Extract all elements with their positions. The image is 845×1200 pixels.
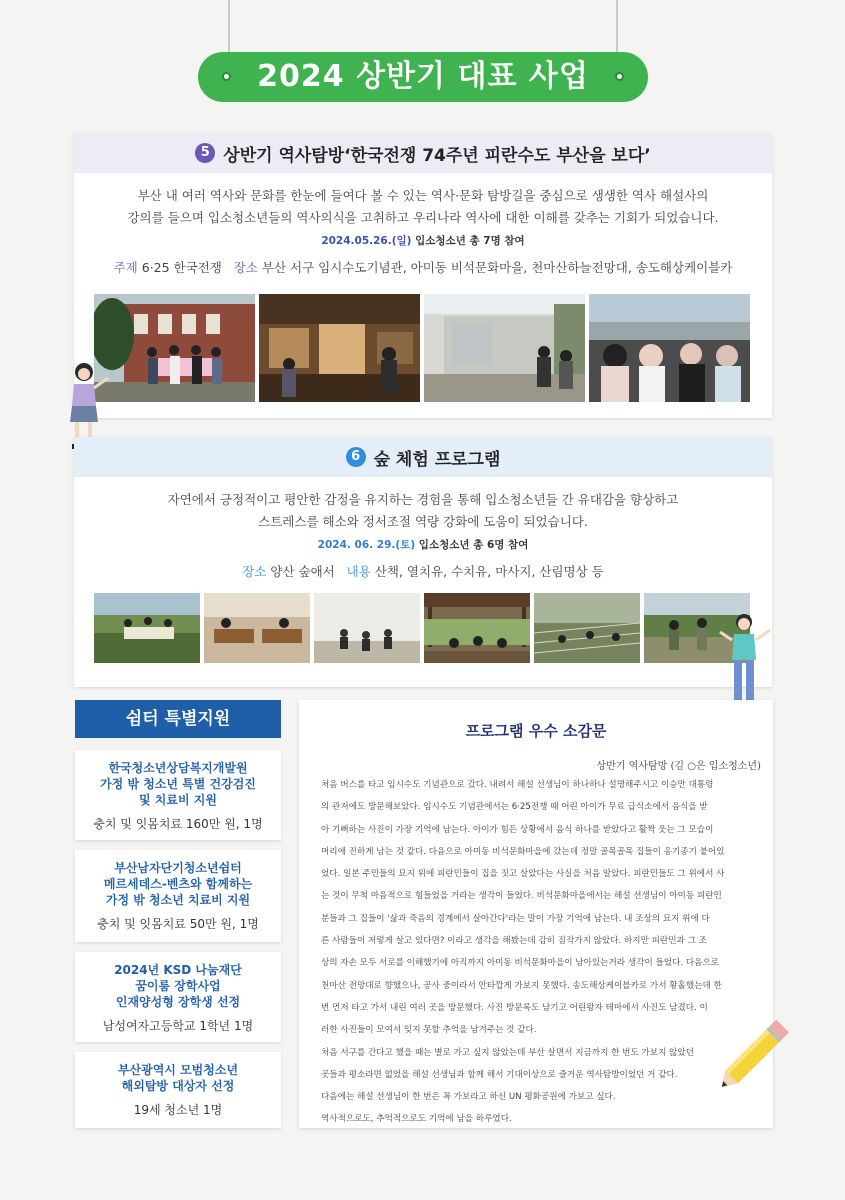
theme-label: 주제 <box>113 260 138 275</box>
support-org-line: 및 치료비 지원 <box>139 793 217 807</box>
review-line: 상의 자손 모두 서로를 이해했기에 아직까지 아미동 비석문화마을이 남아있는거라 생각이 들었다. 다음으로 <box>321 958 720 969</box>
support-item <box>75 750 281 840</box>
program-review-card <box>299 700 773 1128</box>
photo-pavilion <box>424 593 530 663</box>
support-amount: 남성여자고등학교 1학년 1명 <box>102 1019 254 1033</box>
page-title-banner <box>198 52 648 102</box>
section-history-tour-heading <box>74 133 772 173</box>
support-org-line: 메르세데스-벤츠와 함께하는 <box>103 877 253 891</box>
review-line: 아 기뻐하는 사진이 가장 기억에 남는다. 아이가 힘든 상황에서 음식 하나를 받았다고 활짝 웃는 그 모습이 <box>321 824 714 835</box>
event-info-line <box>74 562 772 580</box>
support-org-line: 해외탐방 대상자 선정 <box>121 1079 235 1093</box>
review-line: 러한 사진들이 모여서 잊지 못할 추억을 남겨주는 것 같다. <box>321 1025 537 1036</box>
support-item <box>75 952 281 1042</box>
review-line: 머리에 진하게 남는 것 같다. 다음으로 아미동 비석문화마을에 갔는데 정말 골목골목 집들이 옹기종기 붙어있 <box>321 846 725 857</box>
description-line: 자연에서 긍정적이고 평안한 감정을 유지하는 경험을 통해 입소청소년들 간 유대감을 향상하고 <box>167 492 679 507</box>
review-line: 처음 서구를 간다고 했을 때는 별로 가고 싶지 않았는데 부산 살면서 지금까지 한 번도 가보지 않았던 <box>321 1047 695 1058</box>
support-organization <box>75 760 281 808</box>
photo-indoor-session <box>204 593 310 663</box>
event-date-line <box>74 233 772 248</box>
review-line: 었다. 일본 주민들의 묘지 위에 피란민들이 집을 짓고 살았다는 사실을 처음 알았다. 피란민들도 그 위에서 사 <box>321 869 725 880</box>
event-date: 2024.05.26.(일) <box>321 235 412 247</box>
section-forest-title: 숲 체험 프로그램 <box>373 449 501 470</box>
support-org-line: 가정 밖 청소년 특별 건강검진 <box>100 777 256 791</box>
review-line: 번 먼저 타고 가서 내린 여러 곳을 방문했다. 사진 방문록도 남기고 어린왕자 테마에서 사진도 남겼다. 이 <box>321 1002 708 1013</box>
review-line: 른 사람들이 저렇게 살고 있다면? 이라고 생각을 해봤는데 감히 짐작가지 않았다. 하지만 피란민과 그 조 <box>321 936 707 947</box>
section-history-tour-title: 상반기 역사탐방 <box>223 145 345 166</box>
section-number-badge: 6 <box>346 447 366 467</box>
support-organization <box>75 962 281 1010</box>
support-org-line: 인재양성형 장학생 선정 <box>115 995 241 1009</box>
section-number-badge: 5 <box>195 143 215 163</box>
support-item <box>75 1052 281 1128</box>
event-info-line <box>74 258 772 276</box>
photo-tombstone-village <box>424 294 585 402</box>
support-org-line: 부산남자단기청소년쉼터 <box>114 861 242 875</box>
place-value: 양산 숲애서 <box>270 564 335 579</box>
review-line: 는 것이 무척 마음적으로 힘들었을 거라는 생각이 들었다. 비석문화마을에서는 해설 선생님이 아미동 피란민 <box>321 891 722 902</box>
support-amount: 충치 및 잇몸치료 160만 원, 1명 <box>93 817 263 831</box>
page-title: 2024 상반기 대표 사업 <box>257 59 589 94</box>
review-title: 프로그램 우수 소감문 <box>465 722 607 740</box>
support-org-line: 2024년 KSD 나눔재단 <box>114 963 242 977</box>
event-date: 2024. 06. 29.(토) <box>317 539 416 551</box>
review-line: 천마산 전망대로 향했으나, 공사 중이라서 안타깝게 가보지 못했다. 송도해상케이블카로 가서 황홀했는데 한 <box>321 980 722 991</box>
photo-cable-car-view <box>589 294 750 402</box>
review-line: 곳들과 평소라면 없었을 해설 선생님과 함께 해서 기대이상으로 즐거운 역사탐방이었던 거 같다. <box>321 1069 678 1080</box>
support-org-line: 한국청소년상담복지개발원 <box>108 761 248 775</box>
description-line: 스트레스를 해소와 정서조절 역량 강화에 도움이 되었습니다. <box>258 514 588 529</box>
participant-count: 입소청소년 총 7명 참여 <box>415 235 525 247</box>
description-line: 부산 내 여러 역사와 문화를 한눈에 들여다 볼 수 있는 역사·문화 탐방길을 중심으로 생생한 역사 해설사의 <box>137 188 709 203</box>
photo-forest-group <box>94 593 200 663</box>
place-label: 장소 <box>233 260 258 275</box>
review-line: 다음에는 해설 선생님이 한 번은 꼭 가보라고 하신 UN 평화공원에 가보고 싶다. <box>321 1092 616 1103</box>
content-label: 내용 <box>346 564 371 579</box>
section-forest-description <box>74 489 772 533</box>
event-date-line <box>74 537 772 552</box>
section-forest-heading <box>74 437 772 477</box>
photo-net-climbing <box>534 593 640 663</box>
pin-left-icon <box>222 72 231 81</box>
support-amount: 충치 및 잇몸치료 50만 원, 1명 <box>97 917 259 931</box>
section-history-tour-subtitle: ‘한국전쟁 74주년 피란수도 부산을 보다’ <box>344 145 651 166</box>
support-section-title: 쉼터 특별지원 <box>75 700 281 738</box>
review-line: 분들과 그 집들이 '삶과 죽음의 경계에서 살아간다'라는 말이 가장 기억에 남는다. 내 조상의 묘지 위에 다 <box>321 913 710 924</box>
photo-museum-interior <box>259 294 420 402</box>
support-organization <box>75 1062 281 1094</box>
support-organization <box>75 860 281 908</box>
participant-count: 입소청소년 총 6명 참여 <box>418 539 529 551</box>
support-org-line: 꿈이룸 장학사업 <box>135 979 221 993</box>
theme-value: 6·25 한국전쟁 <box>141 260 222 275</box>
support-amount: 19세 청소년 1명 <box>133 1103 223 1117</box>
review-line: 의 관저에도 방문해보았다. 임시수도 기념관에서는 6·25전쟁 때 어린 아이가 무료 급식소에서 음식을 받 <box>321 802 708 813</box>
support-item <box>75 850 281 942</box>
support-org-line: 가정 밖 청소년 치료비 지원 <box>105 893 251 907</box>
review-body <box>299 774 773 1131</box>
photo-meditation-room <box>314 593 420 663</box>
pin-right-icon <box>615 72 624 81</box>
photo-memorial-hall-group <box>94 294 255 402</box>
section-history-tour-description <box>74 185 772 229</box>
review-line: 처음 버스를 타고 임시수도 기념관으로 갔다. 내려서 해설 선생님이 하나하나 설명해주시고 이승만 대통령 <box>321 780 714 790</box>
support-org-line: 부산광역시 모범청소년 <box>117 1063 239 1077</box>
pencil-icon <box>705 1005 805 1109</box>
place-label: 장소 <box>242 564 267 579</box>
review-byline: 상반기 역사탐방 (김 ○은 입소청소년) <box>596 761 761 772</box>
description-line: 강의를 들으며 입소청소년들의 역사의식을 고취하고 우리나라 역사에 대한 이해를 갖추는 기회가 되었습니다. <box>127 210 719 225</box>
place-value: 부산 서구 임시수도기념관, 아미동 비석문화마을, 천마산하늘전망대, 송도해상케이블카 <box>261 260 733 275</box>
review-line: 역사적으로도, 추억적으로도 기억에 남을 하루였다. <box>321 1114 512 1125</box>
content-value: 산책, 열치유, 수치유, 마사지, 산림명상 등 <box>374 564 604 579</box>
